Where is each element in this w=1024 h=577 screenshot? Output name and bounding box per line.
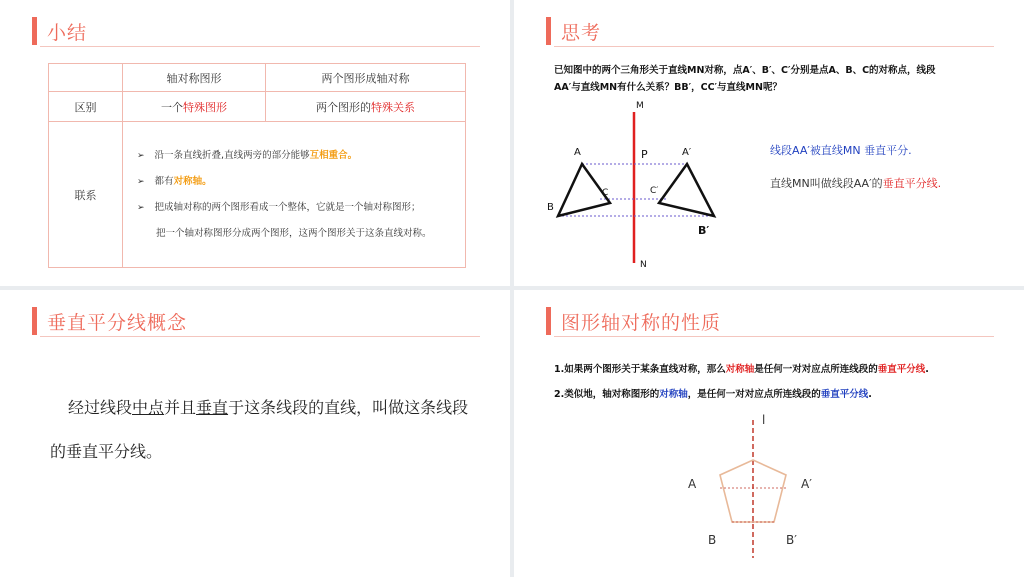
- row-label-connection: 联系: [49, 122, 123, 268]
- p2-prefix: 2.类似地，轴对称图形的: [554, 389, 660, 400]
- slide-header: [546, 16, 601, 46]
- label-a-prime: A′: [682, 147, 692, 158]
- triangle-abc-prime: [659, 164, 714, 216]
- title-bar: [546, 17, 551, 45]
- property-2: [554, 386, 872, 400]
- slide-title: 垂直平分线概念: [47, 311, 188, 334]
- label-a: A: [688, 477, 697, 491]
- answer-2: [770, 175, 941, 191]
- label-a: A: [574, 147, 581, 158]
- label-b: B: [708, 533, 717, 547]
- summary-table: [48, 63, 466, 268]
- diff-a-prefix: 一个: [161, 100, 183, 114]
- diff-a-highlight: 特殊图形: [183, 100, 227, 114]
- slide-think[interactable]: [514, 0, 1024, 286]
- label-l: l: [762, 413, 766, 427]
- header-axial-figure: 轴对称图形: [123, 64, 266, 92]
- def-part2: 并且: [164, 398, 197, 417]
- answer-1: 线段AA′被直线MN 垂直平分.: [770, 144, 912, 157]
- header-divider: [554, 336, 994, 337]
- list-item: [137, 195, 465, 221]
- label-b: B: [547, 202, 554, 213]
- slide-header: [32, 16, 87, 46]
- property-1: [554, 361, 929, 375]
- slide-title: 图形轴对称的性质: [561, 311, 722, 334]
- pentagon-figure: [674, 408, 834, 558]
- list-item: [137, 221, 465, 247]
- question-line1: 已知图中的两个三角形关于直线MN对称，点A′、B′、C′分别是点A、B、C的对称点，线段: [554, 65, 936, 76]
- title-bar: [32, 17, 37, 45]
- slide-header: [546, 306, 721, 336]
- question-text: [554, 62, 994, 96]
- p2-mid: ，是任何一对对应点所连线段的: [687, 389, 821, 400]
- p1-mid: 是任何一对对应点所连线段的: [754, 364, 878, 375]
- label-b-prime: B′: [786, 533, 797, 547]
- title-bar: [546, 307, 551, 335]
- label-p: P: [641, 148, 648, 161]
- label-c: C: [602, 188, 609, 198]
- slide-summary[interactable]: [0, 0, 510, 286]
- bullet1-text: 沿一条直线折叠,直线两旁的部分能够: [154, 149, 310, 161]
- header-divider: [40, 46, 480, 47]
- symmetry-triangles-figure: [544, 95, 744, 271]
- bullet1-highlight: 互相重合。: [309, 149, 358, 161]
- p1-end: .: [925, 364, 929, 375]
- question-line2: AA′与直线MN有什么关系？BB′，CC′与直线MN呢？: [554, 82, 782, 93]
- slide-header: [32, 306, 187, 336]
- header-divider: [554, 46, 994, 47]
- header-axial-pair: 两个图形成轴对称: [266, 64, 466, 92]
- label-a-prime: A′: [801, 477, 812, 491]
- p2-highlight-bisector: 垂直平分线: [820, 389, 869, 400]
- answer2-highlight: 垂直平分线.: [882, 177, 942, 190]
- label-n: N: [640, 260, 647, 270]
- slide-title: 思考: [561, 21, 602, 44]
- slide-definition[interactable]: [0, 290, 510, 577]
- list-item: [137, 169, 465, 195]
- slide-title: 小结: [47, 21, 88, 44]
- diff-cell-a: [123, 92, 266, 122]
- header-divider: [40, 336, 480, 337]
- def-underline-midpoint: 中点: [132, 398, 165, 417]
- diff-cell-b: [266, 92, 466, 122]
- p1-prefix: 1.如果两个图形关于某条直线对称，那么: [554, 364, 726, 375]
- label-m: M: [636, 101, 644, 111]
- connection-cell: [123, 122, 466, 268]
- def-part3: 于这条线段的直线，叫做这条线段的垂直平分线。: [50, 398, 469, 461]
- definition-text: [50, 386, 470, 474]
- def-part1: 经过线段: [68, 398, 133, 417]
- label-b-prime: B′: [698, 224, 710, 237]
- label-c-prime: C′: [650, 186, 659, 196]
- list-item: [137, 143, 465, 169]
- diff-b-highlight: 特殊关系: [371, 100, 415, 114]
- bullet2-text: 都有: [154, 175, 174, 187]
- bullet2-highlight: 对称轴。: [173, 175, 212, 187]
- title-bar: [32, 307, 37, 335]
- row-label-difference: 区别: [49, 92, 123, 122]
- table-corner-cell: [49, 64, 123, 92]
- connection-list: [123, 143, 465, 247]
- p1-highlight-bisector: 垂直平分线: [877, 364, 926, 375]
- p2-end: .: [868, 389, 872, 400]
- slide-properties[interactable]: [514, 290, 1024, 577]
- bullet3-line1: 把成轴对称的两个图形看成一个整体，它就是一个轴对称图形；: [154, 201, 421, 213]
- def-underline-perpendicular: 垂直: [196, 398, 229, 417]
- p1-highlight-axis: 对称轴: [725, 364, 755, 375]
- bullet3-line2: 把一个轴对称图形分成两个图形，这两个图形关于这条直线对称。: [156, 227, 432, 239]
- answer2-prefix: 直线MN叫做线段AA′的: [770, 177, 883, 190]
- p2-highlight-axis: 对称轴: [659, 389, 688, 400]
- diff-b-prefix: 两个图形的: [316, 100, 371, 114]
